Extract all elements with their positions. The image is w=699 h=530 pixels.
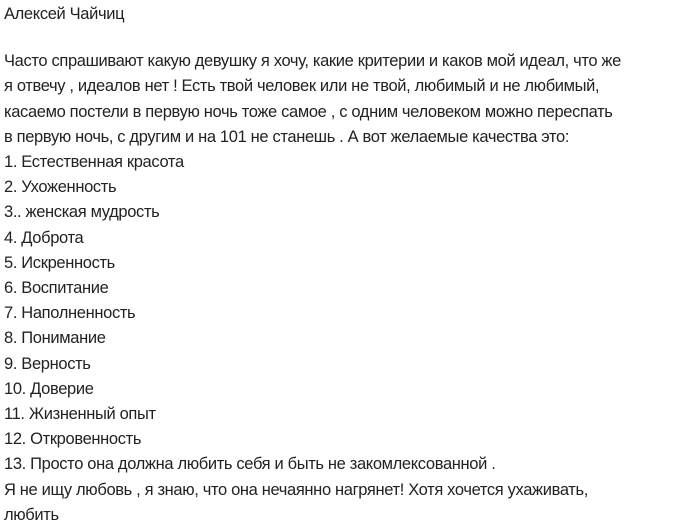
list-item: 3.. женская мудрость: [4, 203, 160, 222]
list-item: 12. Откровенность: [4, 430, 142, 449]
list-item: 5. Искренность: [4, 253, 115, 272]
qualities-list: [4, 150, 699, 478]
list-item: 2. Ухоженность: [4, 178, 117, 197]
list-item: 13. Просто она должна любить себя и быть не закомлексованной .: [4, 455, 496, 474]
closing-line: Я не ищу любовь , я знаю, что она нечаянно нагрянет! Хотя хочется ухаживать,: [4, 480, 588, 499]
list-item: 11. Жизненный опыт: [4, 405, 156, 424]
paragraph-line: Часто спрашивают какую девушку я хочу, какие критерии и каков мой идеал, что же: [4, 52, 621, 71]
list-item: 7. Наполненность: [4, 304, 136, 323]
paragraph-line: я отвечу , идеалов нет ! Есть твой человек или не твой, любимый и не любимый,: [4, 77, 600, 96]
paragraph-line: касаемо постели в первую ночь тоже самое , с одним человеком можно переспать: [4, 102, 613, 121]
list-item: 8. Понимание: [4, 329, 106, 348]
paragraph-line: в первую ночь, с другим и на 101 не станешь . А вот желаемые качества это:: [4, 127, 570, 146]
list-item: 10. Доверие: [4, 379, 94, 398]
list-item: 6. Воспитание: [4, 279, 109, 298]
author-name: Алексей Чайчиц: [4, 5, 125, 23]
list-item: 1. Естественная красота: [4, 153, 184, 172]
spacer: [4, 27, 699, 49]
list-item: 9. Верность: [4, 354, 91, 373]
closing-line: любить: [4, 505, 59, 524]
list-item: 4. Доброта: [4, 228, 84, 247]
closing-paragraph: [4, 478, 699, 528]
intro-paragraph: [4, 49, 699, 150]
